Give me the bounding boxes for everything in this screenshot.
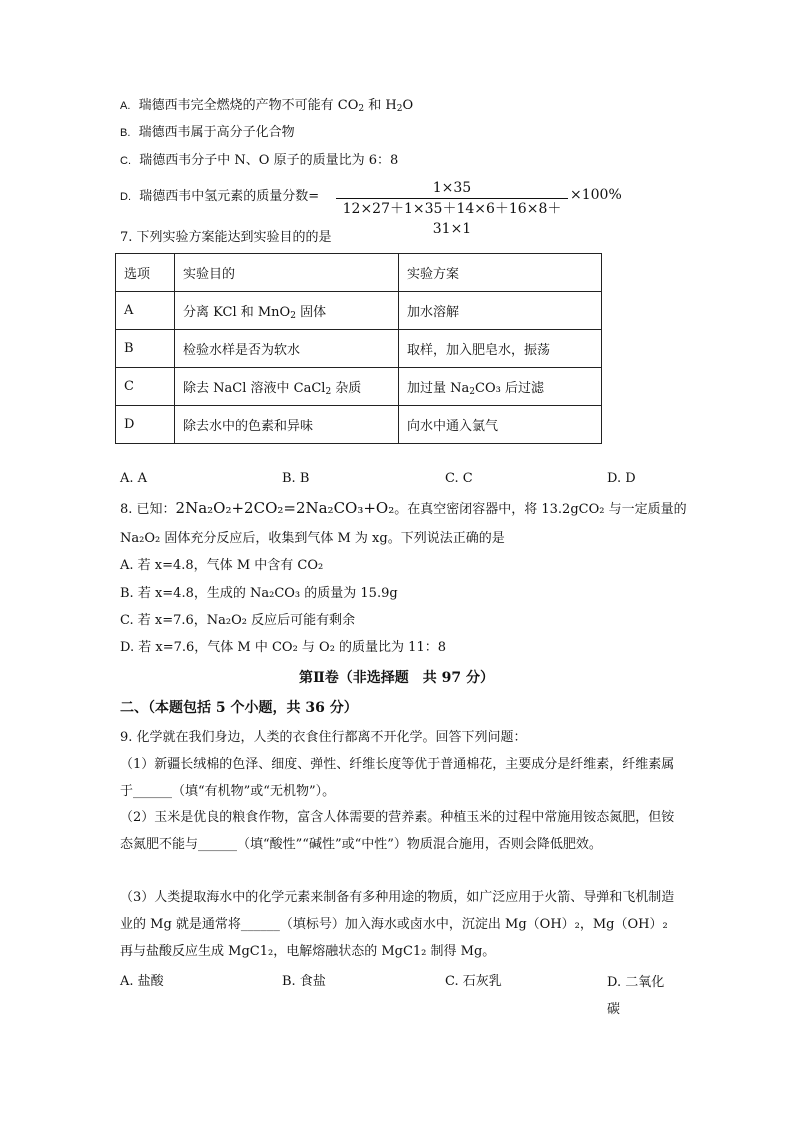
q6-option-d [120,188,319,206]
q6-option-b [120,124,295,142]
row-goal [175,368,399,406]
q8-stem-line2: Na₂O₂ 固体充分反应后，收集到气体 M 为 xg。下列说法正确的是 [120,531,505,546]
mass-fraction [336,178,568,237]
goal-text: 分离 KCl 和 MnO [183,305,291,320]
choice-a: A. 盐酸 [120,974,164,989]
subscript: 2 [290,311,296,321]
q9-part1: （1）新疆长绒棉的色泽、细度、弹性、纤维长度等优于普通棉花，主要成分是纤维素，纤维素属于______（填“有机物”或“无机物”）。 [120,757,675,799]
row-goal [175,292,399,330]
row-option: C [116,368,175,406]
q6-option-c-text: 瑞德西韦分子中 N、O 原子的质量比为 6：8 [139,153,399,168]
table-row [116,406,602,444]
row-plan [399,368,602,406]
plan-post: CO₃ 后过滤 [475,381,544,396]
choice-d: D. 二氧化碳 [607,975,665,1017]
fraction-denominator: 12×27＋1×35＋14×6＋16×8＋31×1 [342,201,562,237]
table-header-row [116,254,602,292]
subscript: 2 [469,387,475,397]
plan-text: 加过量 Na [407,381,470,396]
fraction-suffix: ×100% [570,187,622,203]
q6-option-b-text: 瑞德西韦属于高分子化合物 [138,125,295,140]
q7-table [115,253,602,444]
q9-part2: （2）玉米是优良的粮食作物，富含人体需要的营养素。种植玉米的过程中常施用铵态氮肥，但铵态氮肥不能与______（填“酸性”“碱性”或“中性”）物质混合施用，否则会降低肥效。 [120,810,675,852]
header-goal: 实验目的 [175,254,399,292]
q6-option-c-label: C. [120,155,131,167]
row-option: B [116,330,175,368]
q8-stem1: 。在真空密闭容器中，将 13.2gCO₂ 与一定质量的 [394,502,687,517]
goal-post: 杂质 [331,381,362,396]
row-goal: 检验水样是否为软水 [175,330,399,368]
choice-c: C. 石灰乳 [445,974,502,989]
goal-post: 固体 [295,305,327,320]
q8-option-a: A. 若 x=4.8，气体 M 中含有 CO₂ [120,558,324,573]
q8-option-b: B. 若 x=4.8，生成的 Na₂CO₃ 的质量为 15.9g [120,586,398,601]
subscript: 2 [358,104,365,114]
row-plan: 加水溶解 [399,292,602,330]
q8-lead: 8. 已知： [120,502,176,517]
goal-text: 除去 NaCl 溶液中 CaCl [183,381,326,396]
table-row [116,330,602,368]
section-2-title: 第Ⅱ卷（非选择题 共 97 分） [298,670,495,686]
q6-option-a-mid: 和 H [364,98,397,113]
choice-c: C. C [445,471,473,486]
row-plan: 取样，加入肥皂水，振荡 [399,330,602,368]
choice-b: B. 食盐 [282,974,326,989]
q6-option-a-pre: 瑞德西韦完全燃烧的产物不可能有 CO [138,98,359,113]
q6-option-c [120,152,398,170]
q8-option-d: D. 若 x=7.6，气体 M 中 CO₂ 与 O₂ 的质量比为 11：8 [120,640,446,655]
header-option: 选项 [116,254,175,292]
q6-option-d-text: 瑞德西韦中氢元素的质量分数= [139,189,320,204]
q9-stem: 9. 化学就在我们身边，人类的衣食住行都离不开化学。回答下列问题： [120,730,527,745]
row-goal: 除去水中的色素和异味 [175,406,399,444]
q8-option-c: C. 若 x=7.6，Na₂O₂ 反应后可能有剩余 [120,613,356,628]
q6-option-d-label: D. [120,191,131,203]
fraction-numerator: 1×35 [432,180,472,196]
q6-option-a [120,97,413,115]
table-row [116,368,602,406]
chemical-equation: 2Na₂O₂+2CO₂=2Na₂CO₃+O₂ [175,499,395,517]
part-2-heading: 二、（本题包括 5 个小题，共 36 分） [120,700,358,716]
q6-option-a-post: O [402,98,414,113]
subscript: 2 [325,387,332,397]
header-plan: 实验方案 [399,254,602,292]
table-row [116,292,602,330]
choice-d: D. D [607,471,636,486]
row-option: D [116,406,175,444]
row-option: A [116,292,175,330]
q6-option-b-label: B. [120,127,131,139]
choice-b: B. B [282,471,310,486]
q9-part3: （3）人类提取海水中的化学元素来制备有多种用途的物质，如广泛应用于火箭、导弹和飞机制造业的 Mg 就是通常将______（填标号）加入海水或卤水中，沉淀出 Mg（OH）₂，Mg（OH）₂ 再与盐酸反应生成 MgC1₂，电解熔融状态的 MgC1₂ 制得 Mg。 [120,890,675,959]
q8-stem-line1 [120,499,687,519]
q6-option-a-label: A. [120,100,131,112]
q7-stem: 7. 下列实验方案能达到实验目的的是 [120,230,332,245]
subscript: 2 [396,104,403,114]
choice-a: A. A [120,471,148,486]
row-plan: 向水中通入氯气 [399,406,602,444]
